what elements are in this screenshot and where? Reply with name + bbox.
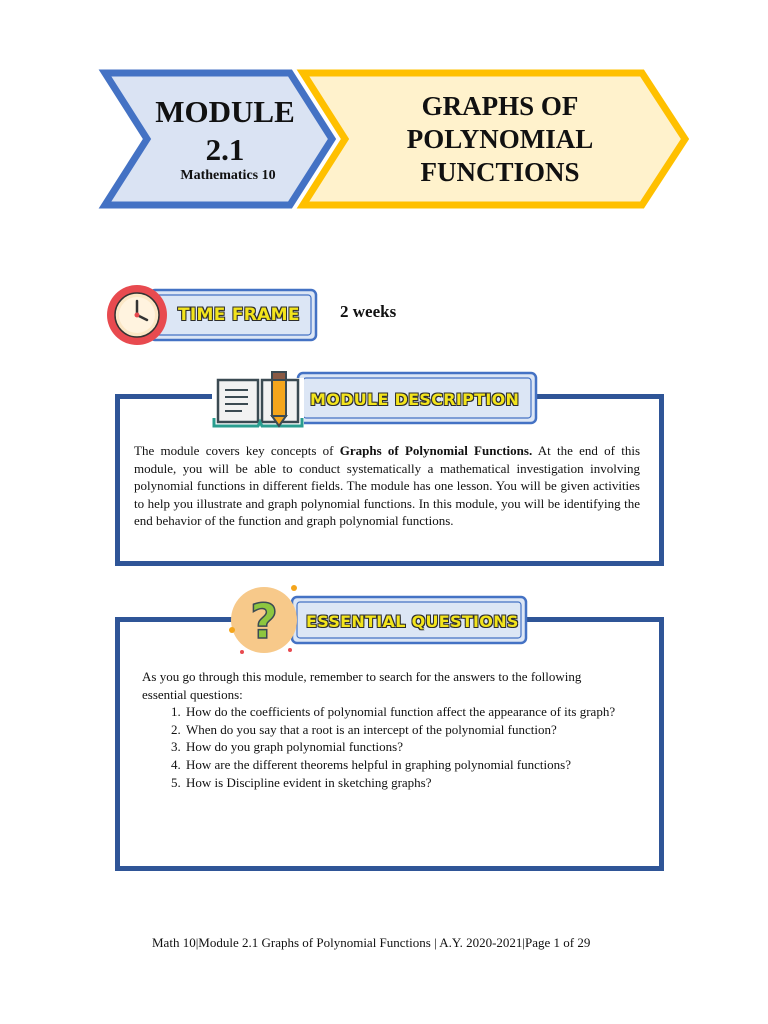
module-title bbox=[140, 93, 310, 169]
question-item: 4. How are the different theorems helpful in graphing polynomial functions? bbox=[184, 756, 622, 774]
time-frame-value: 2 weeks bbox=[340, 302, 397, 321]
time-frame-label: TIME FRAME bbox=[178, 305, 300, 325]
module-description-label: MODULE DESCRIPTION bbox=[310, 390, 520, 409]
description-part-1: The module covers key concepts of bbox=[134, 443, 340, 458]
subject-label: Mathematics 10 bbox=[180, 168, 276, 183]
description-bold-topic: Graphs of Polynomial Functions. bbox=[339, 443, 533, 458]
module-description-text bbox=[134, 442, 640, 530]
essential-questions-list bbox=[142, 703, 622, 791]
essential-questions-label: ESSENTIAL QUESTIONS bbox=[306, 612, 519, 631]
svg-text:?: ? bbox=[250, 594, 278, 650]
question-mark-icon bbox=[229, 585, 297, 654]
description-part-2: At the end of this module, you will be able to conduct systematically a mathematical investigation involving polynomial functions in different fields. The module has one lesson. You will be given activities to help you illustrate and graph polynomial functions. In this module, you will be identifying the end behavior of the function and graph polynomial functions. bbox=[134, 443, 641, 529]
topic-line-3: FUNCTIONS bbox=[420, 157, 580, 187]
topic-title bbox=[380, 90, 620, 189]
topic-line-1: GRAPHS OF bbox=[421, 91, 579, 121]
page-footer: Math 10|Module 2.1 Graphs of Polynomial Functions | A.Y. 2020-2021|Page 1 of 29 bbox=[152, 935, 591, 950]
book-icon bbox=[212, 372, 304, 426]
essential-questions-intro: As you go through this module, remember to search for the answers to the following essential questions: bbox=[142, 669, 582, 702]
question-item: 5. How is Discipline evident in sketching graphs? bbox=[184, 774, 622, 792]
question-item: 2. When do you say that a root is an intercept of the polynomial function? bbox=[184, 721, 622, 739]
module-number: 2.1 bbox=[205, 132, 245, 167]
question-item: 3. How do you graph polynomial functions? bbox=[184, 738, 622, 756]
essential-questions-content bbox=[142, 668, 622, 791]
question-item: 1. How do the coefficients of polynomial function affect the appearance of its graph? bbox=[184, 703, 622, 721]
clock-icon bbox=[107, 285, 167, 345]
topic-line-2: POLYNOMIAL bbox=[406, 124, 594, 154]
module-label: MODULE bbox=[155, 94, 295, 129]
